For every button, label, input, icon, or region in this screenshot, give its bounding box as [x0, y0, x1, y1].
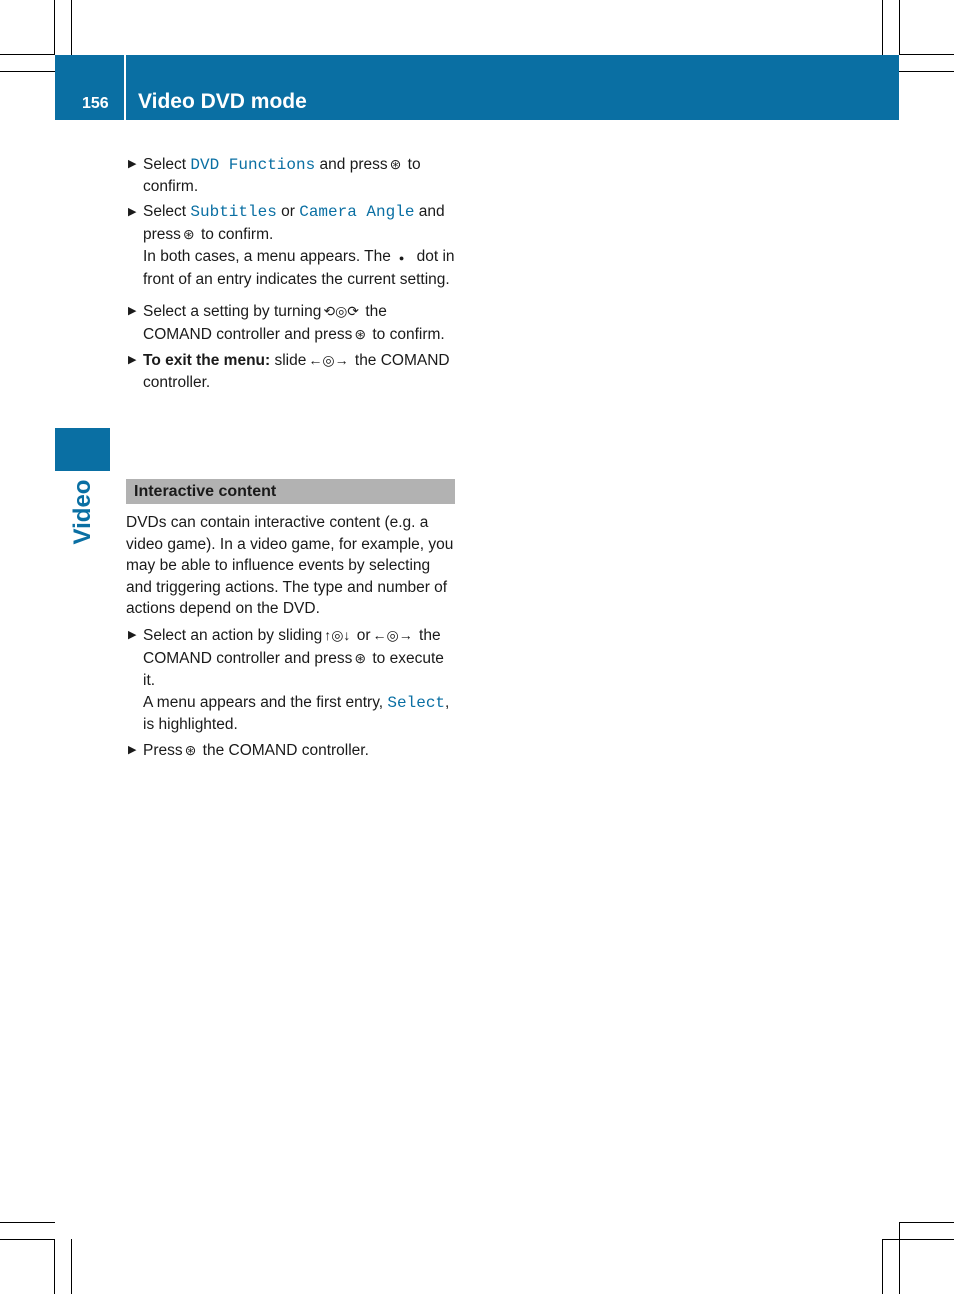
step-arrow-icon: ▶ [128, 206, 137, 218]
press-icon: ⊛ [389, 156, 402, 172]
menu-item-dvd-functions: DVD Functions [190, 156, 316, 174]
side-tab-label: Video [68, 479, 96, 545]
crop-mark [899, 71, 954, 72]
side-tab [55, 428, 110, 471]
turn-controller-icon: ⟲◎⟳ [323, 303, 360, 319]
menu-item-subtitles: Subtitles [190, 203, 277, 221]
intro-paragraph: DVDs can contain interactive content (e.g. a video game). In a video game, for example, you may be able to influence events by selecting and triggering actions. The type and number of actions depend on the DVD. [126, 514, 454, 617]
press-icon: ⊛ [354, 326, 367, 342]
crop-mark [882, 0, 883, 55]
list-item: ▶ Press ⊛ the COMAND controller. [126, 739, 456, 762]
list-item: ▶ Select DVD Functions and press ⊛ to confirm. [126, 153, 456, 198]
crop-mark [0, 1239, 55, 1240]
step-note: In both cases, a menu appears. The ● dot in front of an entry indicates the current setting. [143, 248, 455, 288]
crop-mark [54, 1239, 55, 1294]
crop-mark [54, 0, 55, 55]
slide-left-right-icon: ←◎→ [308, 352, 349, 368]
press-icon: ⊛ [354, 650, 367, 666]
page-title: Video DVD mode [138, 90, 307, 113]
steps-bottom [126, 624, 456, 762]
press-icon: ⊛ [184, 742, 197, 758]
section-title: Interactive content [134, 483, 277, 500]
step-note: A menu appears and the first entry, Select, is highlighted. [143, 694, 450, 733]
step-arrow-icon: ▶ [128, 158, 137, 170]
crop-mark [899, 0, 900, 55]
crop-mark [882, 1239, 883, 1294]
crop-mark [71, 1239, 72, 1294]
press-icon: ⊛ [182, 226, 195, 242]
menu-item-select: Select [387, 694, 446, 712]
slide-up-down-icon: ↑◎↓ [324, 627, 351, 643]
crop-mark [882, 1239, 954, 1240]
crop-mark [899, 1222, 954, 1223]
dot-icon: ● [398, 253, 405, 263]
list-item: ▶ Select an action by sliding ↑◎↓ or ←◎→ the COMAND controller and press ⊛ to execute it. [126, 624, 456, 692]
steps-top [126, 153, 456, 394]
page-number: 156 [82, 95, 109, 112]
menu-item-camera-angle: Camera Angle [299, 203, 415, 221]
header-divider [124, 55, 126, 120]
section-heading [126, 479, 455, 504]
crop-mark [0, 54, 55, 55]
step-arrow-icon: ▶ [128, 744, 137, 756]
crop-mark [899, 1222, 900, 1294]
step-arrow-icon: ▶ [128, 354, 137, 366]
slide-left-right-icon: ←◎→ [372, 627, 413, 643]
crop-mark [0, 71, 55, 72]
crop-mark [71, 0, 72, 55]
step-arrow-icon: ▶ [128, 305, 137, 317]
crop-mark [0, 1222, 55, 1223]
list-item: ▶ To exit the menu: slide ←◎→ the COMAND controller. [126, 349, 456, 394]
list-item: ▶ Select a setting by turning ⟲◎⟳ the COMAND controller and press ⊛ to confirm. [126, 300, 456, 346]
list-item: ▶ Select Subtitles or Camera Angle and press ⊛ to confirm. [128, 203, 445, 243]
step-arrow-icon: ▶ [128, 629, 137, 641]
crop-mark [899, 54, 954, 55]
